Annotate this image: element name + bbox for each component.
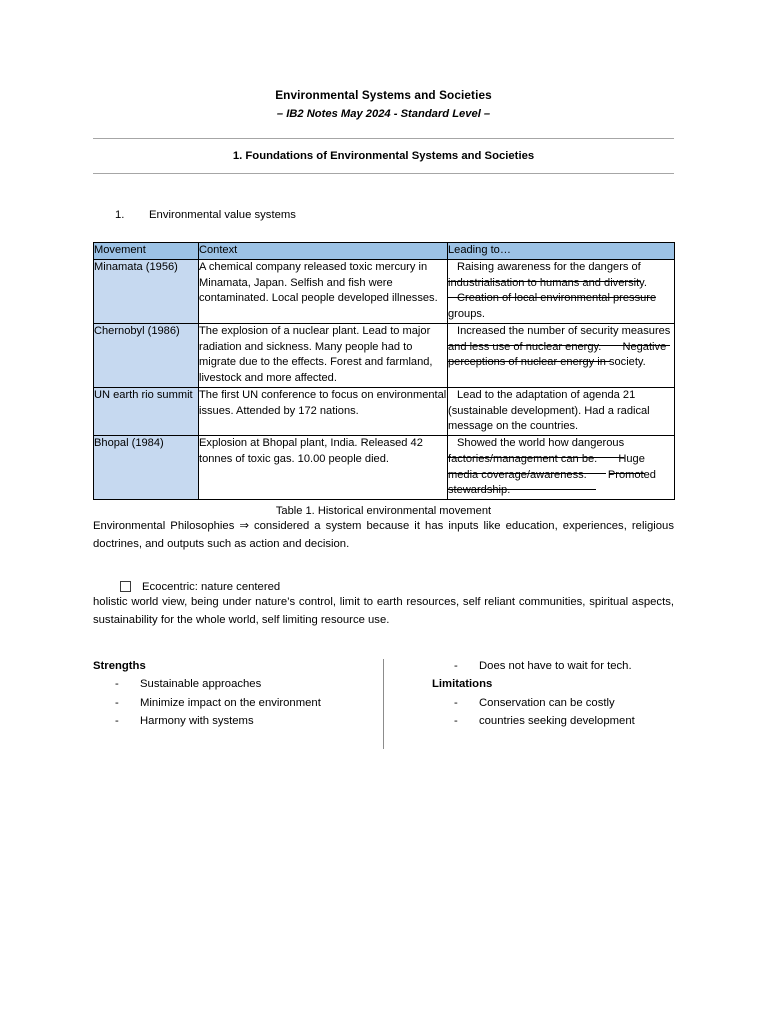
- dash-bullet: -: [115, 678, 119, 691]
- ecocentric-checkbox-item[interactable]: [93, 581, 674, 593]
- dash-bullet: -: [115, 696, 119, 709]
- strengths-limitations-section: [93, 657, 674, 752]
- list-item: [432, 657, 673, 675]
- list-item: [93, 675, 367, 693]
- table-row: [94, 259, 675, 323]
- list-item: [93, 694, 367, 712]
- document-title: Environmental Systems and Societies: [275, 88, 492, 102]
- cell-movement: Bhopal (1984): [94, 436, 199, 500]
- dash-bullet: -: [454, 715, 458, 728]
- cell-leading-to: [448, 259, 675, 323]
- cell-context: The explosion of a nuclear plant. Lead to major radiation and sickness. Many people had to migrate due to the effects. Forest and farmland, livestock and more affected.: [199, 323, 448, 387]
- limitations-list: [432, 694, 673, 731]
- document-subtitle: – IB2 Notes May 2024 - Standard Level –: [276, 108, 491, 120]
- column-divider: [383, 659, 384, 749]
- cell-movement: Chernobyl (1986): [94, 323, 199, 387]
- limitations-column: [383, 657, 673, 752]
- list-item-text: Conservation can be costly: [479, 696, 615, 709]
- philosophies-paragraph: Environmental Philosophies ⇒ considered a system because it has inputs like education, experiences, religious doctrines, and outputs such as action and decision.: [93, 520, 674, 551]
- table-caption: Table 1. Historical environmental movement: [275, 505, 492, 517]
- leading-to-entry: Creation of local environmental pressure groups.: [448, 292, 657, 320]
- leading-to-entry: Raising awareness for the dangers of industrialisation to humans and diversity.: [448, 254, 656, 298]
- leading-to-entry: Increased the number of security measures and less use of nuclear energy.: [448, 318, 670, 362]
- dash-bullet: -: [454, 696, 458, 709]
- list-item-text: Does not have to wait for tech.: [479, 660, 632, 673]
- column-header-leading-to: Leading to…: [448, 243, 675, 260]
- holistic-paragraph: holistic world view, being under nature’s control, limit to earth resources, self reliant communities, spiritual aspects, sustainability for the whole world, self limiting resource use.: [93, 595, 674, 626]
- table-row: [94, 387, 675, 435]
- cell-context: A chemical company released toxic mercury in Minamata, Japan. Selfish and fish were contaminated. Local people developed illnesses.: [199, 259, 448, 323]
- limitations-heading: Limitations: [432, 678, 493, 691]
- cell-leading-to: [448, 436, 675, 500]
- cell-leading-to: [448, 387, 675, 435]
- strengths-list: [93, 675, 367, 730]
- leading-to-entry: Showed the world how dangerous factories/management can be.: [448, 430, 624, 474]
- leading-to-entry: Promoted stewardship.: [448, 468, 656, 497]
- list-item: [432, 694, 673, 712]
- list-item-text: countries seeking development: [479, 715, 635, 728]
- column-header-movement: Movement: [94, 243, 199, 260]
- heading-rule-bottom: [93, 173, 674, 174]
- cell-movement: UN earth rio summit: [94, 387, 199, 435]
- list-item-text: Harmony with systems: [140, 715, 254, 728]
- cell-leading-to: [448, 323, 675, 387]
- cell-context: Explosion at Bhopal plant, India. Released 42 tonnes of toxic gas. 10.00 people died.: [199, 436, 448, 500]
- dash-bullet: -: [454, 660, 458, 673]
- list-item: [432, 712, 673, 730]
- column-header-context: Context: [199, 243, 448, 260]
- historical-movements-table: [93, 242, 675, 500]
- page-content: [93, 0, 674, 752]
- checkbox-label: Ecocentric: nature centered: [142, 580, 281, 593]
- cell-context: The first UN conference to focus on environmental issues. Attended by 172 nations.: [199, 387, 448, 435]
- leading-to-entry: Lead to the adaptation of agenda 21 (sustainable development). Had a radical message on the countries.: [448, 388, 650, 433]
- checkbox-icon[interactable]: [120, 581, 131, 592]
- section-heading: 1. Foundations of Environmental Systems and Societies: [232, 150, 535, 162]
- list-item: [93, 712, 367, 730]
- list-number: 1.: [115, 209, 125, 221]
- list-item-text: Environmental value systems: [149, 209, 296, 221]
- table-row: [94, 323, 675, 387]
- strengths-heading: Strengths: [93, 660, 146, 673]
- list-item-text: Sustainable approaches: [140, 678, 262, 691]
- cell-movement: Minamata (1956): [94, 259, 199, 323]
- numbered-list-item: [93, 209, 674, 221]
- list-item-text: Minimize impact on the environment: [140, 696, 321, 709]
- dash-bullet: -: [115, 715, 119, 728]
- table-row: [94, 436, 675, 500]
- strengths-column: [93, 657, 383, 752]
- leading-to-entry: Negative perceptions of nuclear energy in society.: [448, 340, 667, 369]
- leading-to-entry: Huge media coverage/awareness.: [448, 446, 645, 490]
